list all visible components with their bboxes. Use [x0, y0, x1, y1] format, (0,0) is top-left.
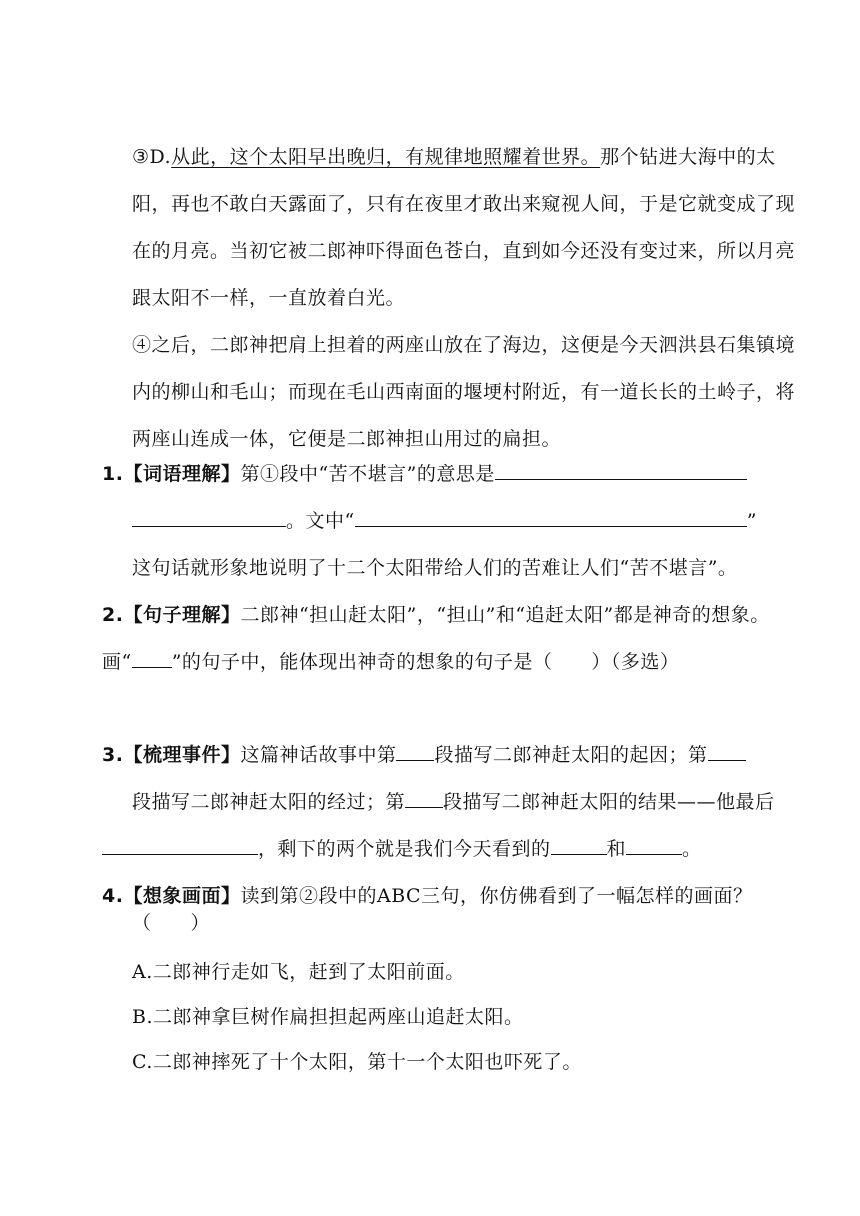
answer-parentheses[interactable]: （ ） — [132, 912, 211, 934]
question-text: 读到第②段中的ABC三句，你仿佛看到了一幅怎样的画面？ — [240, 885, 753, 907]
question-number: 1. — [102, 463, 124, 485]
question-1 — [102, 451, 792, 592]
answer-blank[interactable] — [405, 781, 443, 808]
answer-blank[interactable] — [626, 828, 682, 855]
answer-blank[interactable] — [396, 734, 434, 761]
question-3 — [102, 732, 792, 873]
question-tag: 【想象画面】 — [123, 885, 241, 907]
answer-blank[interactable] — [355, 500, 747, 527]
answer-blank[interactable] — [551, 828, 607, 855]
paragraph-3-text: 那个钻进大海中的太阳，再也不敢白天露面了，只有在夜里才敢出来窥视人间，于是它就变成了现在的月亮。当初它被二郎神吓得面色苍白，直到如今还没有变过来，所以月亮跟太阳不一样，一直放着白光。 — [132, 146, 796, 309]
answer-blank[interactable] — [708, 734, 746, 761]
question-tag: 【句子理解】 — [123, 604, 241, 626]
answer-blank[interactable] — [102, 828, 258, 855]
paragraph-marker: ③D. — [132, 146, 172, 168]
question-tag: 【词语理解】 — [123, 463, 241, 485]
question-text: ” — [746, 510, 757, 532]
question-text: 段描写二郎神赶太阳的经过；第 — [132, 791, 406, 813]
underlined-sentence-d: 从此，这个太阳早出晚归，有规律地照耀着世界。 — [171, 146, 601, 168]
question-text: 第①段中“苦不堪言”的意思是 — [240, 463, 495, 485]
question-number: 3. — [102, 744, 124, 766]
underline-sample — [132, 651, 172, 668]
passage-paragraph-4: ④之后，二郎神把肩上担着的两座山放在了海边，这便是今天泗洪县石集镇境内的柳山和毛山；而现在毛山西南面的堰埂村附近，有一道长长的土岭子，将两座山连成一体，它便是二郎神担山用过的扁担。 — [132, 334, 796, 450]
question-tag: 【梳理事件】 — [123, 744, 241, 766]
question-text: 。文中“ — [286, 510, 355, 532]
question-number: 4. — [102, 885, 124, 907]
answer-blank[interactable] — [495, 453, 747, 480]
question-text: 。 — [682, 838, 702, 860]
question-2 — [102, 592, 792, 686]
question-text: 和 — [606, 838, 627, 860]
question-text: 这句话就形象地说明了十二个太阳带给人们的苦难让人们“苦不堪言”。 — [132, 557, 738, 579]
passage-paragraph-3 — [102, 134, 812, 322]
question-number: 2. — [102, 604, 124, 626]
question-text: ，剩下的两个就是我们今天看到的 — [258, 838, 551, 860]
answer-blank[interactable] — [132, 500, 286, 527]
option-a[interactable]: A.二郎神行走如飞，赶到了太阳前面。 — [132, 961, 465, 983]
question-text: ”的句子中，能体现出神奇的想象的句子是（ ）（多选） — [171, 651, 680, 673]
option-c[interactable]: C.二郎神摔死了十个太阳，第十一个太阳也吓死了。 — [132, 1051, 582, 1073]
question-text: 段描写二郎神赶太阳的起因；第 — [434, 744, 708, 766]
option-b[interactable]: B.二郎神拿巨树作扁担担起两座山追赶太阳。 — [132, 1006, 524, 1028]
question-text: 二郎神“担山赶太阳”，“担山”和“追赶太阳”都是神奇的想象。画“ — [102, 604, 770, 673]
question-text: 段描写二郎神赶太阳的结果——他最后 — [443, 791, 775, 813]
question-text: 这篇神话故事中第 — [240, 744, 397, 766]
